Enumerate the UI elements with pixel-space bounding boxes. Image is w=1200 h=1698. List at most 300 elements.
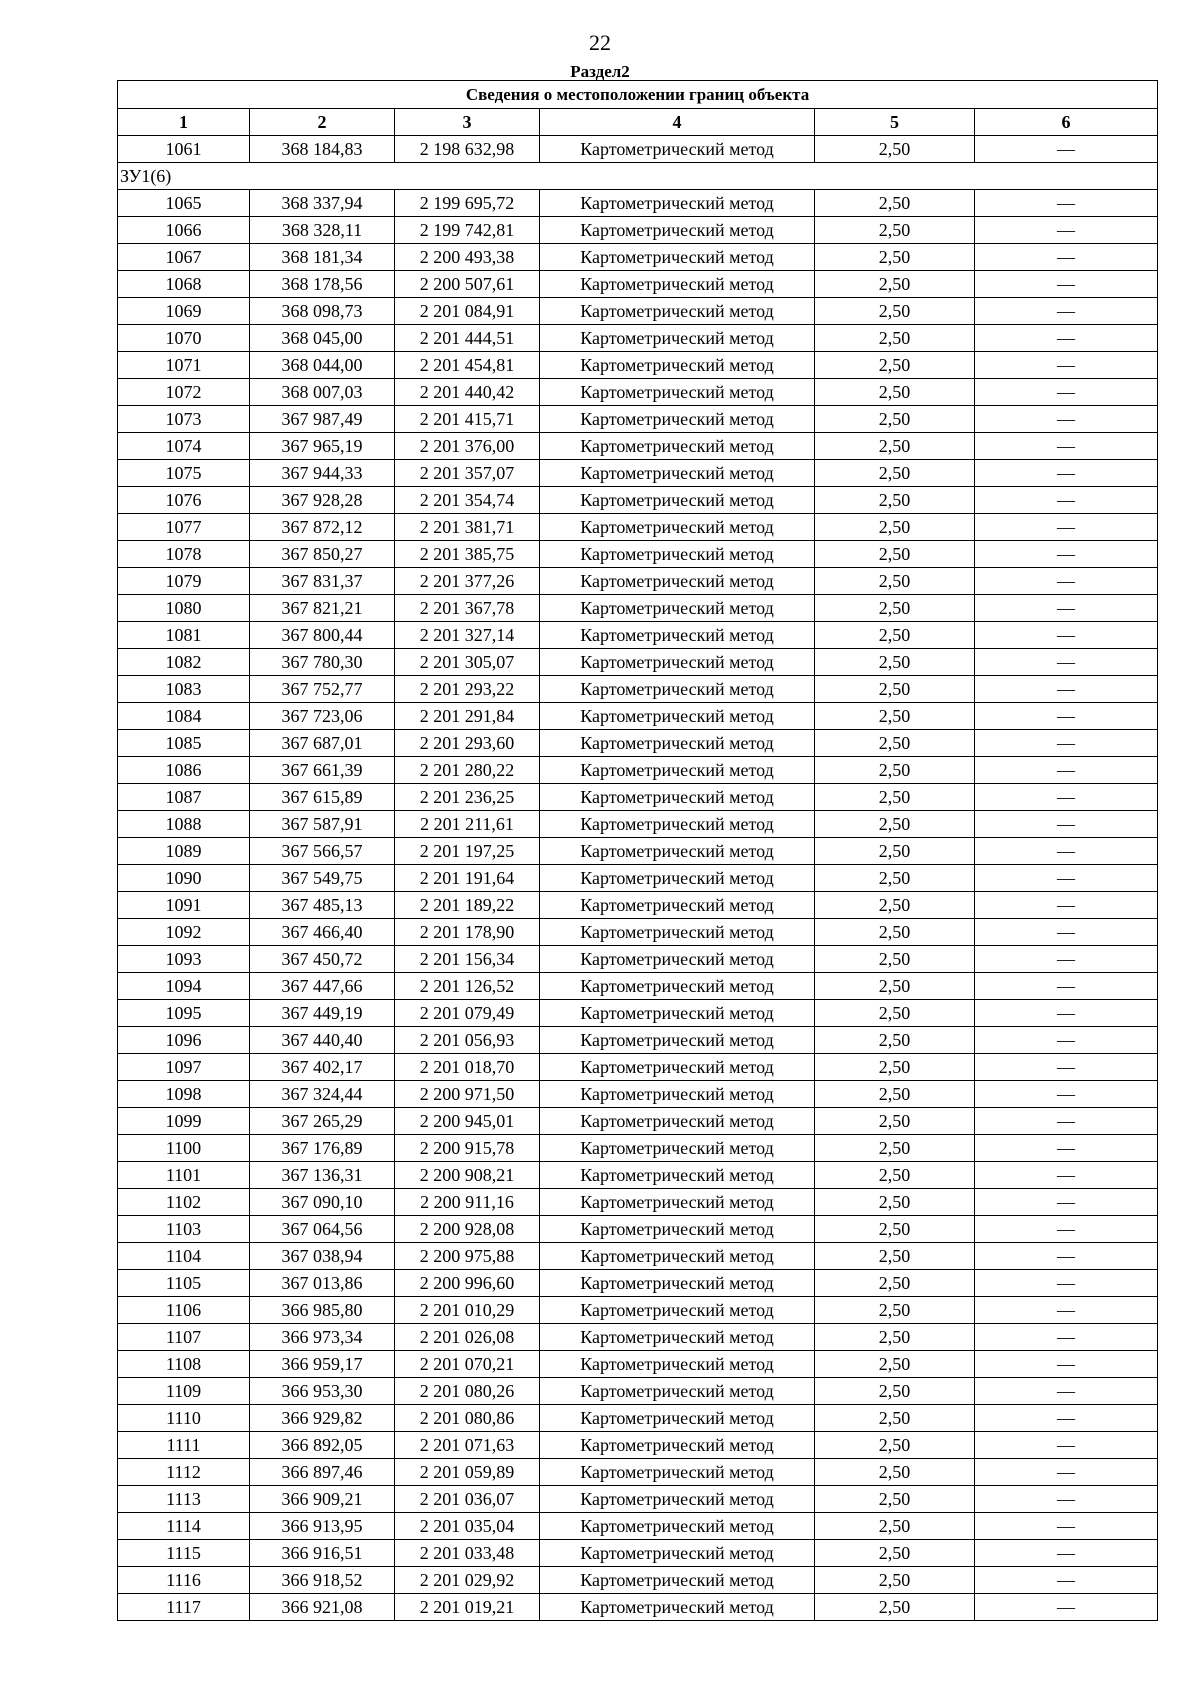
- coordinate-y: 2 200 945,01: [395, 1108, 540, 1135]
- note-dash: —: [975, 352, 1158, 379]
- point-number: 1095: [118, 1000, 250, 1027]
- table-row: [118, 622, 1158, 649]
- table-row: [118, 325, 1158, 352]
- coordinate-y: 2 201 033,48: [395, 1540, 540, 1567]
- note-dash: —: [975, 1351, 1158, 1378]
- accuracy-value: 2,50: [815, 271, 975, 298]
- determination-method: Картометрический метод: [540, 973, 815, 1000]
- accuracy-value: 2,50: [815, 1513, 975, 1540]
- point-number: 1082: [118, 649, 250, 676]
- coordinate-x: 367 566,57: [250, 838, 395, 865]
- note-dash: —: [975, 1324, 1158, 1351]
- determination-method: Картометрический метод: [540, 1405, 815, 1432]
- note-dash: —: [975, 1108, 1158, 1135]
- note-dash: —: [975, 190, 1158, 217]
- note-dash: —: [975, 676, 1158, 703]
- coordinate-x: 367 038,94: [250, 1243, 395, 1270]
- note-dash: —: [975, 1594, 1158, 1621]
- coordinate-y: 2 201 189,22: [395, 892, 540, 919]
- coordinate-x: 366 985,80: [250, 1297, 395, 1324]
- point-number: 1081: [118, 622, 250, 649]
- table-row: [118, 757, 1158, 784]
- accuracy-value: 2,50: [815, 973, 975, 1000]
- note-dash: —: [975, 244, 1158, 271]
- column-header: 1: [118, 109, 250, 136]
- table-row: [118, 784, 1158, 811]
- coordinate-y: 2 200 908,21: [395, 1162, 540, 1189]
- coordinate-y: 2 201 010,29: [395, 1297, 540, 1324]
- point-number: 1116: [118, 1567, 250, 1594]
- table-row: [118, 649, 1158, 676]
- determination-method: Картометрический метод: [540, 649, 815, 676]
- note-dash: —: [975, 1027, 1158, 1054]
- determination-method: Картометрический метод: [540, 298, 815, 325]
- point-number: 1117: [118, 1594, 250, 1621]
- point-number: 1073: [118, 406, 250, 433]
- determination-method: Картометрический метод: [540, 811, 815, 838]
- point-number: 1076: [118, 487, 250, 514]
- coordinate-y: 2 201 291,84: [395, 703, 540, 730]
- accuracy-value: 2,50: [815, 595, 975, 622]
- note-dash: —: [975, 919, 1158, 946]
- coordinate-y: 2 201 357,07: [395, 460, 540, 487]
- accuracy-value: 2,50: [815, 217, 975, 244]
- table-row: [118, 136, 1158, 163]
- note-dash: —: [975, 811, 1158, 838]
- point-number: 1096: [118, 1027, 250, 1054]
- accuracy-value: 2,50: [815, 514, 975, 541]
- note-dash: —: [975, 460, 1158, 487]
- coordinate-y: 2 201 070,21: [395, 1351, 540, 1378]
- determination-method: Картометрический метод: [540, 271, 815, 298]
- coordinate-x: 367 447,66: [250, 973, 395, 1000]
- accuracy-value: 2,50: [815, 1189, 975, 1216]
- table-row: [118, 1108, 1158, 1135]
- accuracy-value: 2,50: [815, 919, 975, 946]
- table-row: [118, 1081, 1158, 1108]
- coordinate-y: 2 201 178,90: [395, 919, 540, 946]
- group-row: [118, 163, 1158, 190]
- coordinate-y: 2 201 376,00: [395, 433, 540, 460]
- determination-method: Картометрический метод: [540, 784, 815, 811]
- table-row: [118, 1216, 1158, 1243]
- determination-method: Картометрический метод: [540, 1297, 815, 1324]
- table-row: [118, 1324, 1158, 1351]
- coordinate-x: 366 929,82: [250, 1405, 395, 1432]
- point-number: 1070: [118, 325, 250, 352]
- note-dash: —: [975, 838, 1158, 865]
- coordinate-y: 2 201 036,07: [395, 1486, 540, 1513]
- accuracy-value: 2,50: [815, 1000, 975, 1027]
- point-number: 1066: [118, 217, 250, 244]
- accuracy-value: 2,50: [815, 1027, 975, 1054]
- coordinate-x: 366 959,17: [250, 1351, 395, 1378]
- point-number: 1098: [118, 1081, 250, 1108]
- coordinate-y: 2 201 018,70: [395, 1054, 540, 1081]
- table-row: [118, 1432, 1158, 1459]
- accuracy-value: 2,50: [815, 784, 975, 811]
- coordinate-x: 366 892,05: [250, 1432, 395, 1459]
- coordinate-y: 2 201 211,61: [395, 811, 540, 838]
- coordinate-x: 367 090,10: [250, 1189, 395, 1216]
- point-number: 1087: [118, 784, 250, 811]
- accuracy-value: 2,50: [815, 379, 975, 406]
- coordinate-y: 2 201 156,34: [395, 946, 540, 973]
- point-number: 1103: [118, 1216, 250, 1243]
- point-number: 1079: [118, 568, 250, 595]
- column-header: 3: [395, 109, 540, 136]
- determination-method: Картометрический метод: [540, 595, 815, 622]
- column-header: 2: [250, 109, 395, 136]
- accuracy-value: 2,50: [815, 676, 975, 703]
- note-dash: —: [975, 892, 1158, 919]
- accuracy-value: 2,50: [815, 1567, 975, 1594]
- accuracy-value: 2,50: [815, 1540, 975, 1567]
- determination-method: Картометрический метод: [540, 1459, 815, 1486]
- table-row: [118, 190, 1158, 217]
- note-dash: —: [975, 757, 1158, 784]
- note-dash: —: [975, 568, 1158, 595]
- accuracy-value: 2,50: [815, 1108, 975, 1135]
- coordinate-x: 367 064,56: [250, 1216, 395, 1243]
- group-label: ЗУ1(6): [118, 163, 1158, 190]
- coordinate-x: 367 466,40: [250, 919, 395, 946]
- point-number: 1109: [118, 1378, 250, 1405]
- coordinate-x: 367 872,12: [250, 514, 395, 541]
- point-number: 1080: [118, 595, 250, 622]
- determination-method: Картометрический метод: [540, 1270, 815, 1297]
- accuracy-value: 2,50: [815, 325, 975, 352]
- coordinate-x: 366 913,95: [250, 1513, 395, 1540]
- point-number: 1106: [118, 1297, 250, 1324]
- coordinate-x: 367 752,77: [250, 676, 395, 703]
- accuracy-value: 2,50: [815, 730, 975, 757]
- accuracy-value: 2,50: [815, 460, 975, 487]
- determination-method: Картометрический метод: [540, 514, 815, 541]
- note-dash: —: [975, 946, 1158, 973]
- coordinate-x: 367 723,06: [250, 703, 395, 730]
- note-dash: —: [975, 1189, 1158, 1216]
- point-number: 1097: [118, 1054, 250, 1081]
- note-dash: —: [975, 406, 1158, 433]
- accuracy-value: 2,50: [815, 865, 975, 892]
- point-number: 1111: [118, 1432, 250, 1459]
- note-dash: —: [975, 1000, 1158, 1027]
- determination-method: Картометрический метод: [540, 1513, 815, 1540]
- table-row: [118, 514, 1158, 541]
- coordinate-y: 2 199 742,81: [395, 217, 540, 244]
- coordinate-x: 367 450,72: [250, 946, 395, 973]
- coordinate-y: 2 201 444,51: [395, 325, 540, 352]
- coordinate-x: 368 044,00: [250, 352, 395, 379]
- table-row: [118, 271, 1158, 298]
- table-row: [118, 811, 1158, 838]
- table-row: [118, 1405, 1158, 1432]
- coordinate-x: 366 897,46: [250, 1459, 395, 1486]
- determination-method: Картометрический метод: [540, 1243, 815, 1270]
- coordinate-y: 2 201 035,04: [395, 1513, 540, 1540]
- point-number: 1092: [118, 919, 250, 946]
- accuracy-value: 2,50: [815, 1432, 975, 1459]
- determination-method: Картометрический метод: [540, 1378, 815, 1405]
- column-header: 6: [975, 109, 1158, 136]
- coordinate-y: 2 200 971,50: [395, 1081, 540, 1108]
- determination-method: Картометрический метод: [540, 244, 815, 271]
- table-row: [118, 1378, 1158, 1405]
- note-dash: —: [975, 1135, 1158, 1162]
- accuracy-value: 2,50: [815, 703, 975, 730]
- coordinate-x: 367 661,39: [250, 757, 395, 784]
- boundary-coordinates-table: [117, 80, 1158, 1621]
- point-number: 1110: [118, 1405, 250, 1432]
- note-dash: —: [975, 1486, 1158, 1513]
- coordinate-y: 2 201 454,81: [395, 352, 540, 379]
- coordinate-y: 2 201 385,75: [395, 541, 540, 568]
- accuracy-value: 2,50: [815, 838, 975, 865]
- table-row: [118, 892, 1158, 919]
- coordinate-y: 2 200 493,38: [395, 244, 540, 271]
- coordinate-x: 367 987,49: [250, 406, 395, 433]
- table-caption: Сведения о местоположении границ объекта: [118, 81, 1158, 109]
- accuracy-value: 2,50: [815, 1594, 975, 1621]
- accuracy-value: 2,50: [815, 1135, 975, 1162]
- coordinate-y: 2 201 293,60: [395, 730, 540, 757]
- accuracy-value: 2,50: [815, 1378, 975, 1405]
- coordinate-x: 367 485,13: [250, 892, 395, 919]
- note-dash: —: [975, 1432, 1158, 1459]
- point-number: 1094: [118, 973, 250, 1000]
- note-dash: —: [975, 1513, 1158, 1540]
- coordinate-y: 2 201 029,92: [395, 1567, 540, 1594]
- determination-method: Картометрический метод: [540, 352, 815, 379]
- determination-method: Картометрический метод: [540, 1081, 815, 1108]
- note-dash: —: [975, 865, 1158, 892]
- accuracy-value: 2,50: [815, 1054, 975, 1081]
- point-number: 1091: [118, 892, 250, 919]
- table-row: [118, 595, 1158, 622]
- point-number: 1108: [118, 1351, 250, 1378]
- coordinate-y: 2 201 056,93: [395, 1027, 540, 1054]
- note-dash: —: [975, 1054, 1158, 1081]
- table-row: [118, 460, 1158, 487]
- point-number: 1068: [118, 271, 250, 298]
- table-row: [118, 1567, 1158, 1594]
- note-dash: —: [975, 325, 1158, 352]
- point-number: 1088: [118, 811, 250, 838]
- coordinate-x: 366 918,52: [250, 1567, 395, 1594]
- determination-method: Картометрический метод: [540, 541, 815, 568]
- table-row: [118, 217, 1158, 244]
- table-row: [118, 730, 1158, 757]
- coordinate-x: 366 916,51: [250, 1540, 395, 1567]
- determination-method: Картометрический метод: [540, 460, 815, 487]
- coordinate-y: 2 200 915,78: [395, 1135, 540, 1162]
- coordinate-y: 2 201 019,21: [395, 1594, 540, 1621]
- accuracy-value: 2,50: [815, 352, 975, 379]
- coordinate-x: 368 181,34: [250, 244, 395, 271]
- coordinate-x: 366 921,08: [250, 1594, 395, 1621]
- table-row: [118, 1540, 1158, 1567]
- coordinate-y: 2 201 191,64: [395, 865, 540, 892]
- determination-method: Картометрический метод: [540, 730, 815, 757]
- coordinate-x: 367 831,37: [250, 568, 395, 595]
- table-row: [118, 433, 1158, 460]
- coordinate-x: 368 184,83: [250, 136, 395, 163]
- note-dash: —: [975, 1297, 1158, 1324]
- note-dash: —: [975, 1459, 1158, 1486]
- point-number: 1067: [118, 244, 250, 271]
- coordinate-y: 2 201 080,26: [395, 1378, 540, 1405]
- note-dash: —: [975, 622, 1158, 649]
- note-dash: —: [975, 1540, 1158, 1567]
- note-dash: —: [975, 217, 1158, 244]
- note-dash: —: [975, 1216, 1158, 1243]
- table-row: [118, 541, 1158, 568]
- accuracy-value: 2,50: [815, 1081, 975, 1108]
- coordinate-x: 367 850,27: [250, 541, 395, 568]
- table-row: [118, 1189, 1158, 1216]
- coordinate-y: 2 199 695,72: [395, 190, 540, 217]
- accuracy-value: 2,50: [815, 1324, 975, 1351]
- coordinate-x: 367 587,91: [250, 811, 395, 838]
- point-number: 1075: [118, 460, 250, 487]
- table-row: [118, 1135, 1158, 1162]
- coordinate-x: 368 045,00: [250, 325, 395, 352]
- coordinate-x: 367 265,29: [250, 1108, 395, 1135]
- point-number: 1112: [118, 1459, 250, 1486]
- note-dash: —: [975, 973, 1158, 1000]
- note-dash: —: [975, 433, 1158, 460]
- table-row: [118, 1459, 1158, 1486]
- coordinate-x: 367 821,21: [250, 595, 395, 622]
- note-dash: —: [975, 595, 1158, 622]
- point-number: 1072: [118, 379, 250, 406]
- coordinate-y: 2 201 377,26: [395, 568, 540, 595]
- determination-method: Картометрический метод: [540, 703, 815, 730]
- coordinate-y: 2 201 280,22: [395, 757, 540, 784]
- note-dash: —: [975, 649, 1158, 676]
- determination-method: Картометрический метод: [540, 838, 815, 865]
- coordinate-y: 2 200 928,08: [395, 1216, 540, 1243]
- table-row: [118, 1054, 1158, 1081]
- accuracy-value: 2,50: [815, 487, 975, 514]
- table-row: [118, 1297, 1158, 1324]
- determination-method: Картометрический метод: [540, 919, 815, 946]
- note-dash: —: [975, 1405, 1158, 1432]
- coordinate-y: 2 201 197,25: [395, 838, 540, 865]
- determination-method: Картометрический метод: [540, 1027, 815, 1054]
- table-row: [118, 487, 1158, 514]
- accuracy-value: 2,50: [815, 1216, 975, 1243]
- point-number: 1101: [118, 1162, 250, 1189]
- determination-method: Картометрический метод: [540, 325, 815, 352]
- determination-method: Картометрический метод: [540, 1351, 815, 1378]
- point-number: 1099: [118, 1108, 250, 1135]
- determination-method: Картометрический метод: [540, 217, 815, 244]
- coordinate-y: 2 201 126,52: [395, 973, 540, 1000]
- coordinate-x: 367 449,19: [250, 1000, 395, 1027]
- determination-method: Картометрический метод: [540, 568, 815, 595]
- coordinate-y: 2 200 975,88: [395, 1243, 540, 1270]
- table-row: [118, 1594, 1158, 1621]
- point-number: 1084: [118, 703, 250, 730]
- determination-method: Картометрический метод: [540, 379, 815, 406]
- note-dash: —: [975, 487, 1158, 514]
- table-row: [118, 1486, 1158, 1513]
- determination-method: Картометрический метод: [540, 946, 815, 973]
- point-number: 1077: [118, 514, 250, 541]
- coordinate-y: 2 201 440,42: [395, 379, 540, 406]
- column-header: 5: [815, 109, 975, 136]
- coordinate-y: 2 201 084,91: [395, 298, 540, 325]
- coordinate-x: 368 178,56: [250, 271, 395, 298]
- column-header-row: [118, 109, 1158, 136]
- table-row: [118, 1000, 1158, 1027]
- note-dash: —: [975, 1270, 1158, 1297]
- table-row: [118, 838, 1158, 865]
- point-number: 1090: [118, 865, 250, 892]
- coordinate-x: 366 953,30: [250, 1378, 395, 1405]
- determination-method: Картометрический метод: [540, 865, 815, 892]
- point-number: 1113: [118, 1486, 250, 1513]
- determination-method: Картометрический метод: [540, 1567, 815, 1594]
- table-row: [118, 406, 1158, 433]
- note-dash: —: [975, 730, 1158, 757]
- table-row: [118, 919, 1158, 946]
- determination-method: Картометрический метод: [540, 1108, 815, 1135]
- coordinate-x: 367 800,44: [250, 622, 395, 649]
- table-row: [118, 568, 1158, 595]
- point-number: 1102: [118, 1189, 250, 1216]
- table-row: [118, 244, 1158, 271]
- accuracy-value: 2,50: [815, 406, 975, 433]
- section-title: Раздел2: [570, 62, 630, 81]
- coordinate-y: 2 200 996,60: [395, 1270, 540, 1297]
- coordinate-y: 2 201 327,14: [395, 622, 540, 649]
- coordinate-y: 2 201 305,07: [395, 649, 540, 676]
- note-dash: —: [975, 514, 1158, 541]
- accuracy-value: 2,50: [815, 892, 975, 919]
- coordinate-x: 367 687,01: [250, 730, 395, 757]
- note-dash: —: [975, 541, 1158, 568]
- determination-method: Картометрический метод: [540, 433, 815, 460]
- coordinate-x: 367 615,89: [250, 784, 395, 811]
- table-row: [118, 1027, 1158, 1054]
- coordinate-x: 367 549,75: [250, 865, 395, 892]
- point-number: 1065: [118, 190, 250, 217]
- accuracy-value: 2,50: [815, 622, 975, 649]
- point-number: 1086: [118, 757, 250, 784]
- coordinate-x: 367 013,86: [250, 1270, 395, 1297]
- table-caption-row: [118, 81, 1158, 109]
- coordinate-x: 368 098,73: [250, 298, 395, 325]
- coordinate-x: 367 136,31: [250, 1162, 395, 1189]
- table-row: [118, 1513, 1158, 1540]
- coordinate-y: 2 201 236,25: [395, 784, 540, 811]
- point-number: 1061: [118, 136, 250, 163]
- determination-method: Картометрический метод: [540, 1000, 815, 1027]
- coordinate-y: 2 201 415,71: [395, 406, 540, 433]
- accuracy-value: 2,50: [815, 433, 975, 460]
- determination-method: Картометрический метод: [540, 757, 815, 784]
- coordinate-x: 367 176,89: [250, 1135, 395, 1162]
- coordinate-x: 366 909,21: [250, 1486, 395, 1513]
- determination-method: Картометрический метод: [540, 1135, 815, 1162]
- coordinate-y: 2 201 367,78: [395, 595, 540, 622]
- accuracy-value: 2,50: [815, 649, 975, 676]
- coordinate-x: 368 007,03: [250, 379, 395, 406]
- note-dash: —: [975, 1567, 1158, 1594]
